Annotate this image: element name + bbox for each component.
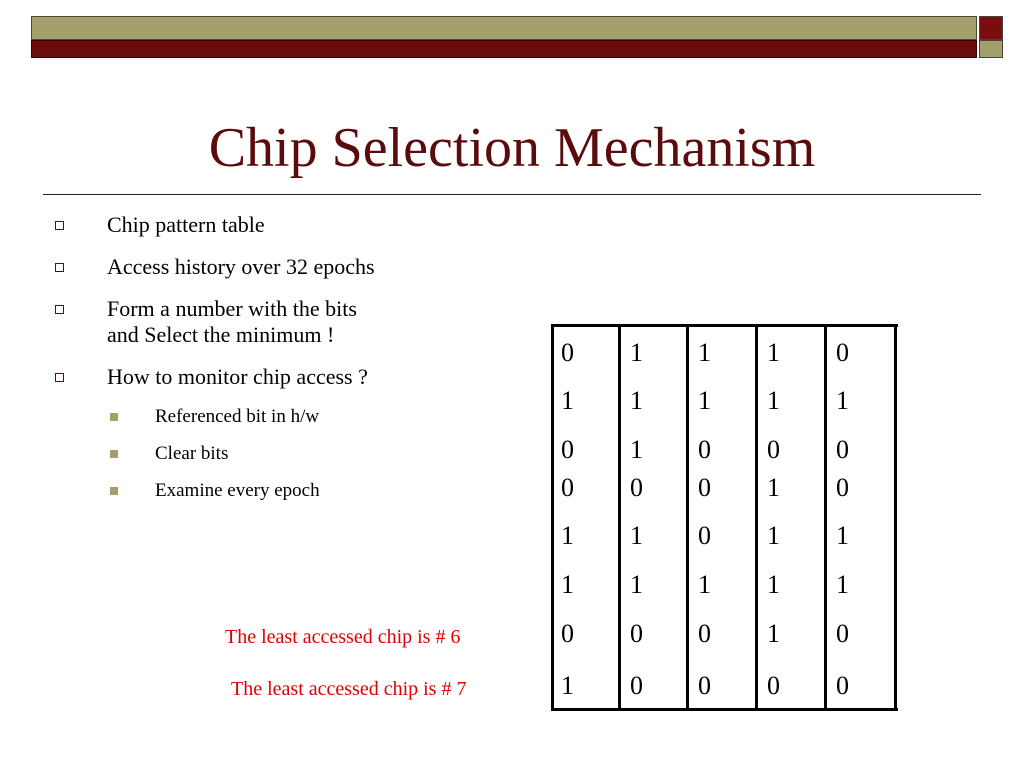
bullet-text: Access history over 32 epochs xyxy=(107,254,375,279)
bullet-item xyxy=(52,254,522,280)
chip-pattern-table xyxy=(551,324,898,711)
bit-cell: 1 xyxy=(698,338,711,367)
bullet-text: and Select the minimum ! xyxy=(107,322,335,347)
note-chip-6: The least accessed chip is # 6 xyxy=(225,626,461,648)
hollow-square-bullet-icon xyxy=(55,373,64,382)
bit-cell: 0 xyxy=(836,338,849,367)
chip-column xyxy=(551,324,611,711)
bit-cell: 1 xyxy=(561,386,574,415)
bit-cell: 0 xyxy=(561,338,574,367)
top-bar-olive xyxy=(31,16,977,40)
bullet-text: Examine every epoch xyxy=(155,480,320,501)
bit-cell: 1 xyxy=(767,338,780,367)
bit-cell: 0 xyxy=(698,473,711,502)
chip-column xyxy=(826,324,886,711)
hollow-square-bullet-icon xyxy=(55,221,64,230)
bit-cell: 0 xyxy=(836,671,849,700)
bit-cell: 0 xyxy=(561,435,574,464)
bullet-item xyxy=(52,212,522,238)
hollow-square-bullet-icon xyxy=(55,305,64,314)
bit-cell: 0 xyxy=(767,671,780,700)
bit-cell: 0 xyxy=(698,619,711,648)
filled-square-bullet-icon xyxy=(110,450,118,458)
filled-square-bullet-icon xyxy=(110,413,118,421)
bit-cell: 1 xyxy=(767,521,780,550)
chip-column xyxy=(688,324,748,711)
bullet-item xyxy=(52,364,522,390)
title-divider xyxy=(43,194,981,195)
bullet-item xyxy=(52,296,522,348)
bit-cell: 0 xyxy=(836,619,849,648)
bit-cell: 1 xyxy=(561,671,574,700)
bullet-list xyxy=(52,212,522,517)
bit-cell: 0 xyxy=(767,435,780,464)
bit-cell: 1 xyxy=(630,386,643,415)
table-column-border xyxy=(894,324,897,711)
bullet-item xyxy=(52,443,522,465)
bit-cell: 1 xyxy=(767,619,780,648)
bullet-item xyxy=(52,480,522,502)
bullet-text: Referenced bit in h/w xyxy=(155,406,320,427)
bit-cell: 1 xyxy=(698,386,711,415)
bit-cell: 1 xyxy=(836,521,849,550)
bullet-item xyxy=(52,406,522,428)
bit-cell: 0 xyxy=(836,435,849,464)
bit-cell: 1 xyxy=(561,521,574,550)
corner-square-top xyxy=(979,16,1003,40)
bit-cell: 1 xyxy=(630,521,643,550)
bit-cell: 0 xyxy=(630,671,643,700)
bit-cell: 1 xyxy=(836,386,849,415)
bit-cell: 0 xyxy=(630,619,643,648)
corner-square-bottom xyxy=(979,40,1003,58)
bit-cell: 1 xyxy=(767,473,780,502)
bit-cell: 1 xyxy=(767,386,780,415)
bit-cell: 1 xyxy=(561,570,574,599)
note-chip-7: The least accessed chip is # 7 xyxy=(231,678,467,700)
top-bar-maroon xyxy=(31,40,977,58)
bit-cell: 0 xyxy=(698,435,711,464)
bit-cell: 0 xyxy=(698,671,711,700)
bullet-text: Form a number with the bits xyxy=(107,296,357,321)
bullet-text: How to monitor chip access ? xyxy=(107,364,368,389)
bullet-text: Clear bits xyxy=(155,443,229,464)
hollow-square-bullet-icon xyxy=(55,263,64,272)
bit-cell: 1 xyxy=(630,570,643,599)
bit-cell: 0 xyxy=(630,473,643,502)
chip-column xyxy=(757,324,817,711)
bit-cell: 0 xyxy=(561,619,574,648)
bullet-text: Chip pattern table xyxy=(107,212,265,237)
bit-cell: 1 xyxy=(836,570,849,599)
slide-title: Chip Selection Mechanism xyxy=(208,117,816,179)
bit-cell: 1 xyxy=(698,570,711,599)
chip-column xyxy=(620,324,680,711)
bit-cell: 0 xyxy=(836,473,849,502)
bit-cell: 1 xyxy=(630,338,643,367)
top-decor-bar xyxy=(31,16,977,58)
bit-cell: 0 xyxy=(698,521,711,550)
bit-cell: 1 xyxy=(630,435,643,464)
bit-cell: 0 xyxy=(561,473,574,502)
filled-square-bullet-icon xyxy=(110,487,118,495)
bit-cell: 1 xyxy=(767,570,780,599)
